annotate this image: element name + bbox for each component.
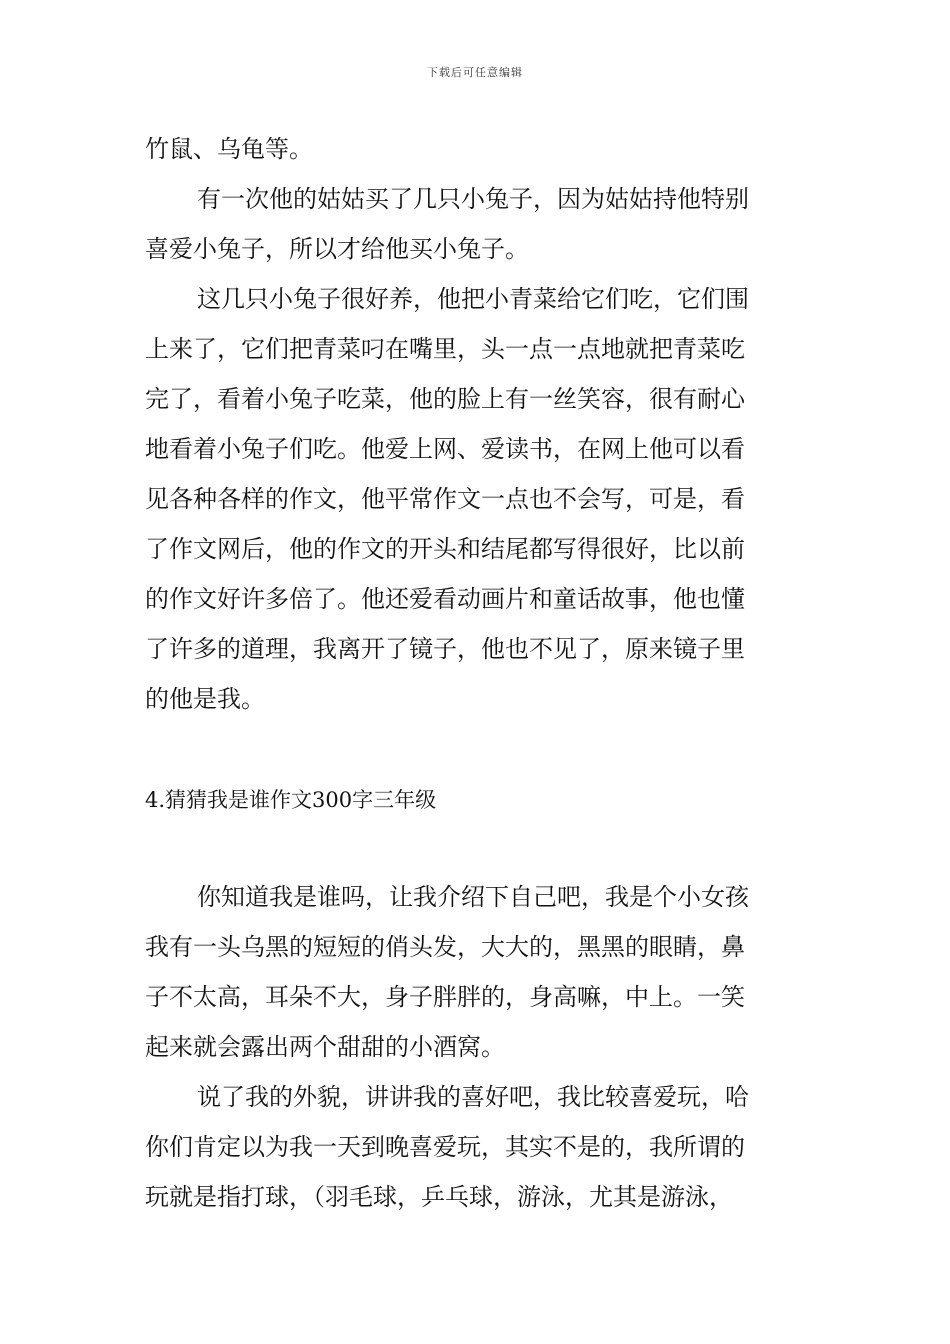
text-line: 了作文网后，他的作文的开头和结尾都写得很好，比以前 (145, 535, 745, 563)
text-line: 了许多的道理，我离开了镜子，他也不见了，原来镜子里 (145, 635, 745, 663)
text-line: 的他是我。 (145, 685, 265, 713)
text-line: 我有一头乌黑的短短的俏头发，大大的，黑黑的眼睛，鼻 (145, 933, 745, 961)
text-line: 喜爱小兔子，所以才给他买小兔子。 (145, 235, 529, 263)
text-line: 子不太高，耳朵不大，身子胖胖的，身高嘛，中上。一笑 (145, 983, 745, 1011)
text-line: 上来了，它们把青菜叼在嘴里，头一点一点地就把青菜吃 (145, 335, 745, 363)
text-line: 竹鼠、乌龟等。 (145, 135, 313, 163)
text-line: 有一次他的姑姑买了几只小兔子，因为姑姑持他特别 (197, 185, 749, 213)
text-line: 你知道我是谁吗，让我介绍下自己吧，我是个小女孩 (197, 883, 749, 911)
text-line: 这几只小兔子很好养，他把小青菜给它们吃，它们围 (197, 285, 749, 313)
section-title: 4.猜猜我是谁作文300字三年级 (145, 788, 437, 812)
text-line: 起来就会露出两个甜甜的小酒窝。 (145, 1033, 505, 1061)
text-line: 你们肯定以为我一天到晚喜爱玩，其实不是的，我所谓的 (145, 1133, 745, 1161)
text-line: 的作文好许多倍了。他还爱看动画片和童话故事，他也懂 (145, 585, 745, 613)
text-line: 地看着小兔子们吃。他爱上网、爱读书，在网上他可以看 (145, 435, 745, 463)
text-line: 完了，看着小兔子吃菜，他的脸上有一丝笑容，很有耐心 (145, 385, 745, 413)
text-line: 见各种各样的作文，他平常作文一点也不会写，可是，看 (145, 485, 745, 513)
text-line: 玩就是指打球，（羽毛球，乒乓球，游泳，尤其是游泳， (145, 1183, 733, 1211)
page-header: 下载后可任意编辑 (427, 66, 523, 79)
text-line: 说了我的外貌，讲讲我的喜好吧，我比较喜爱玩，哈 (197, 1083, 749, 1111)
